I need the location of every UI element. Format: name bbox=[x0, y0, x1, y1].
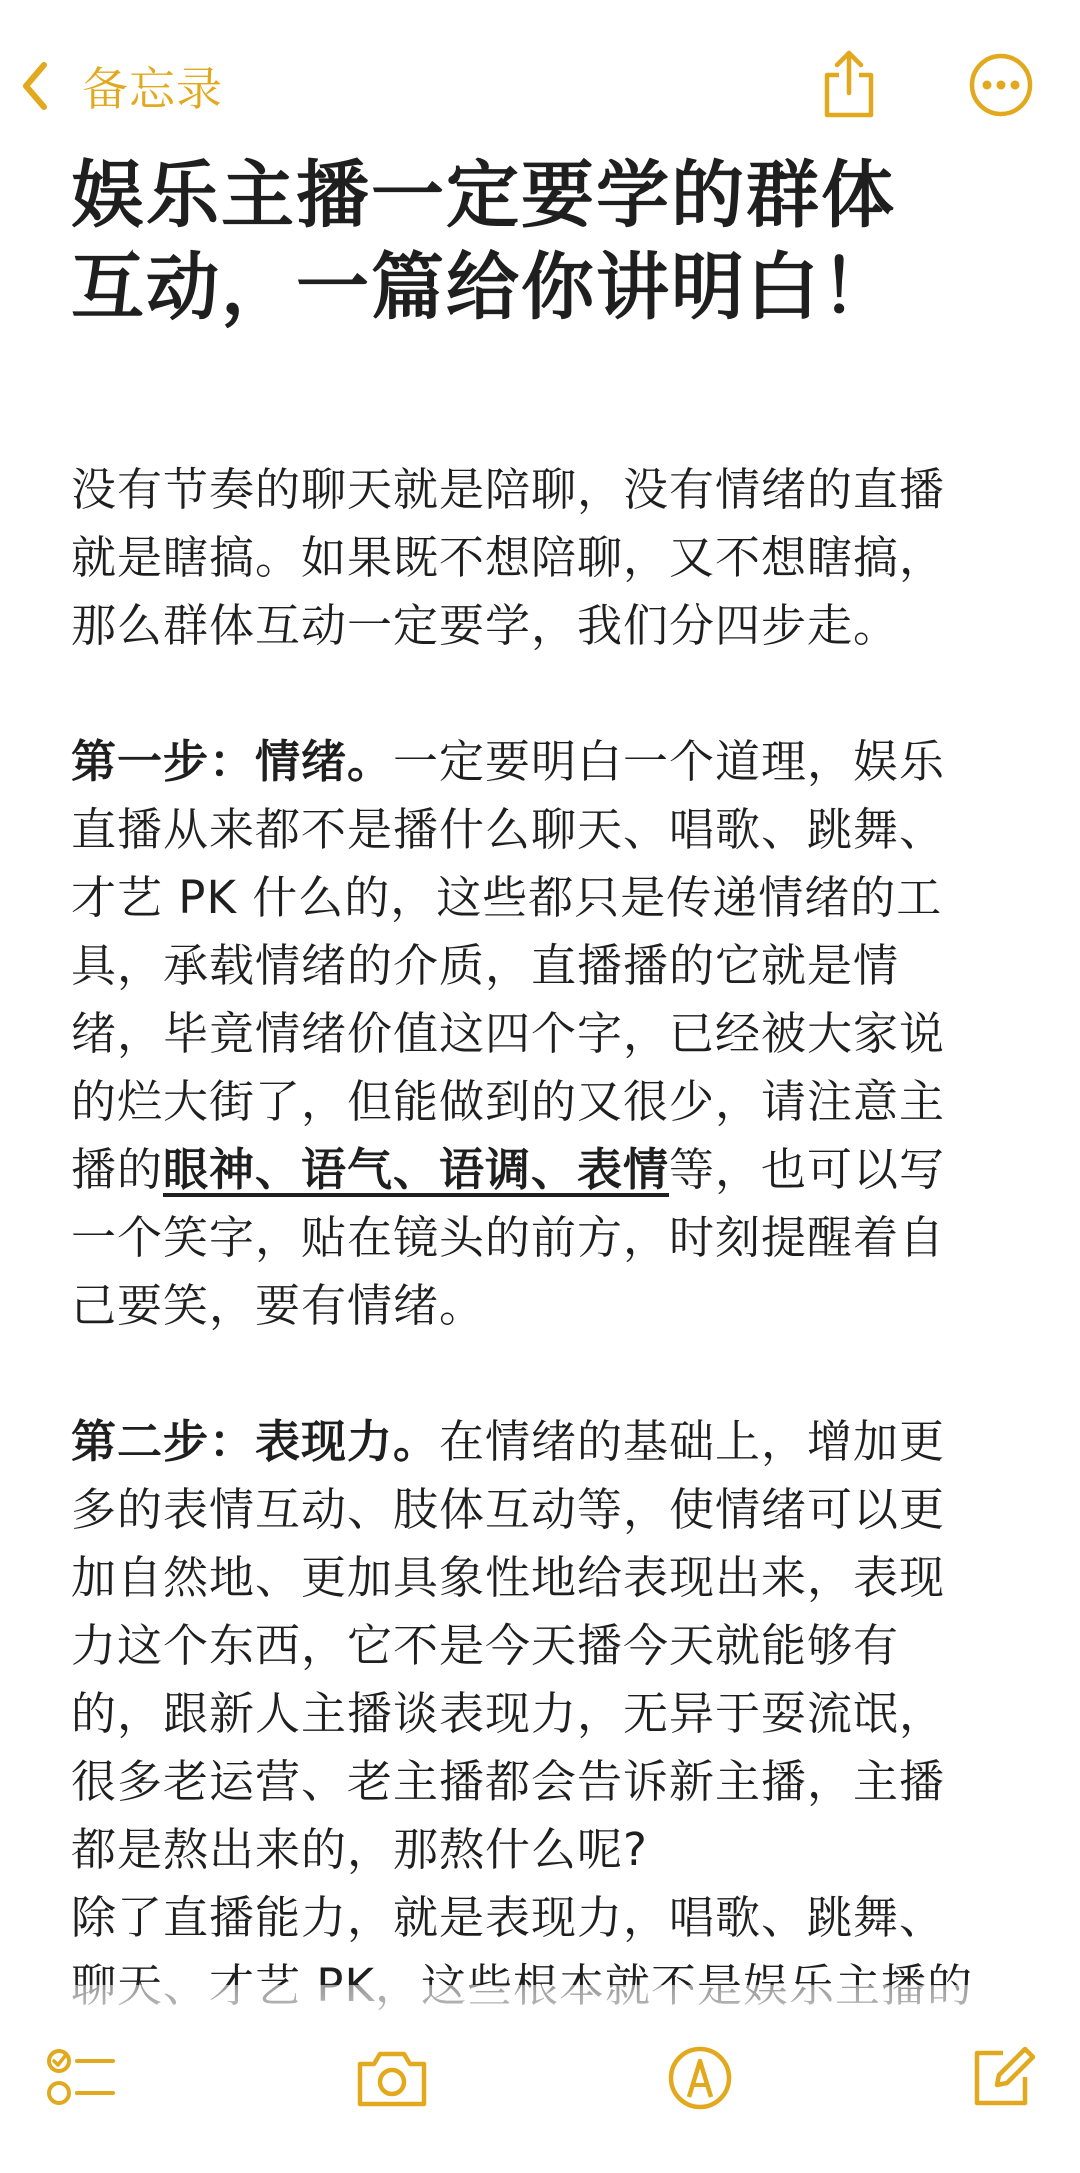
note-editor[interactable] bbox=[71, 150, 1021, 2020]
step1-heading: 第一步：情绪。 bbox=[71, 735, 394, 788]
chevron-left-icon bbox=[20, 54, 60, 118]
text-span: 播的 bbox=[71, 1143, 164, 1196]
step2-heading: 第二步：表现力。 bbox=[71, 1415, 440, 1468]
compose-icon bbox=[969, 2045, 1035, 2115]
back-label: 备忘录 bbox=[82, 62, 223, 116]
text-line: 多的表情互动、肢体互动等，使情绪可以更 bbox=[71, 1483, 946, 1536]
emphasized-text: 眼神、语气、语调、表情 bbox=[163, 1143, 670, 1196]
note-body bbox=[71, 456, 1021, 2020]
text-line: 没有节奏的聊天就是陪聊，没有情绪的直播 bbox=[71, 463, 946, 516]
camera-icon bbox=[354, 2048, 430, 2112]
text-line: 加自然地、更加具象性地给表现出来，表现 bbox=[71, 1551, 946, 1604]
markup-button[interactable] bbox=[660, 2040, 740, 2120]
step2-paragraph bbox=[71, 1408, 1021, 2020]
checklist-icon bbox=[47, 2047, 117, 2113]
text-span: 在情绪的基础上，增加更 bbox=[439, 1415, 946, 1468]
checklist-button[interactable] bbox=[42, 2040, 122, 2120]
text-line: 具，承载情绪的介质，直播播的它就是情 bbox=[71, 939, 900, 992]
more-icon bbox=[968, 52, 1034, 122]
text-line: 很多老运营、老主播都会告诉新主播，主播 bbox=[71, 1755, 946, 1808]
step1-paragraph bbox=[71, 728, 1021, 1340]
text-line: 除了直播能力，就是表现力，唱歌、跳舞、 bbox=[71, 1891, 946, 1944]
title-line: 互动，一篇给你讲明白！ bbox=[71, 245, 896, 330]
more-button[interactable] bbox=[964, 50, 1038, 124]
markup-icon bbox=[667, 2045, 733, 2115]
text-line: 绪，毕竟情绪价值这四个字，已经被大家说 bbox=[71, 1007, 946, 1060]
bottom-toolbar bbox=[0, 2030, 1080, 2140]
text-line: 直播从来都不是播什么聊天、唱歌、跳舞、 bbox=[71, 803, 946, 856]
text-line: 己要笑，要有情绪。 bbox=[71, 1279, 486, 1332]
text-line: 那么群体互动一定要学，我们分四步走。 bbox=[71, 599, 900, 652]
text-span: 一定要明白一个道理，娱乐 bbox=[393, 735, 946, 788]
camera-button[interactable] bbox=[352, 2040, 432, 2120]
compose-button[interactable] bbox=[962, 2040, 1042, 2120]
title-line: 娱乐主播一定要学的群体 bbox=[71, 153, 896, 238]
text-line bbox=[71, 728, 1021, 796]
text-line: 一个笑字，贴在镜头的前方，时刻提醒着自 bbox=[71, 1211, 946, 1264]
share-button[interactable] bbox=[812, 50, 886, 124]
text-line: 才艺 PK 什么的，这些都只是传递情绪的工 bbox=[71, 871, 943, 924]
intro-paragraph bbox=[71, 456, 1021, 660]
text-line bbox=[71, 1408, 1021, 1476]
navigation-bar bbox=[0, 0, 1080, 160]
text-line: 力这个东西，它不是今天播今天就能够有 bbox=[71, 1619, 900, 1672]
text-line: 的烂大街了，但能做到的又很少，请注意主 bbox=[71, 1075, 946, 1128]
note-title bbox=[71, 150, 1021, 334]
text-span: 等，也可以写 bbox=[669, 1143, 946, 1196]
text-line: 就是瞎搞。如果既不想陪聊，又不想瞎搞， bbox=[71, 531, 946, 584]
text-line: 都是熬出来的，那熬什么呢? bbox=[71, 1823, 648, 1876]
share-icon bbox=[819, 49, 879, 125]
text-line: 的，跟新人主播谈表现力，无异于耍流氓， bbox=[71, 1687, 946, 1740]
text-line bbox=[71, 1136, 1021, 1204]
back-button[interactable] bbox=[20, 54, 223, 118]
